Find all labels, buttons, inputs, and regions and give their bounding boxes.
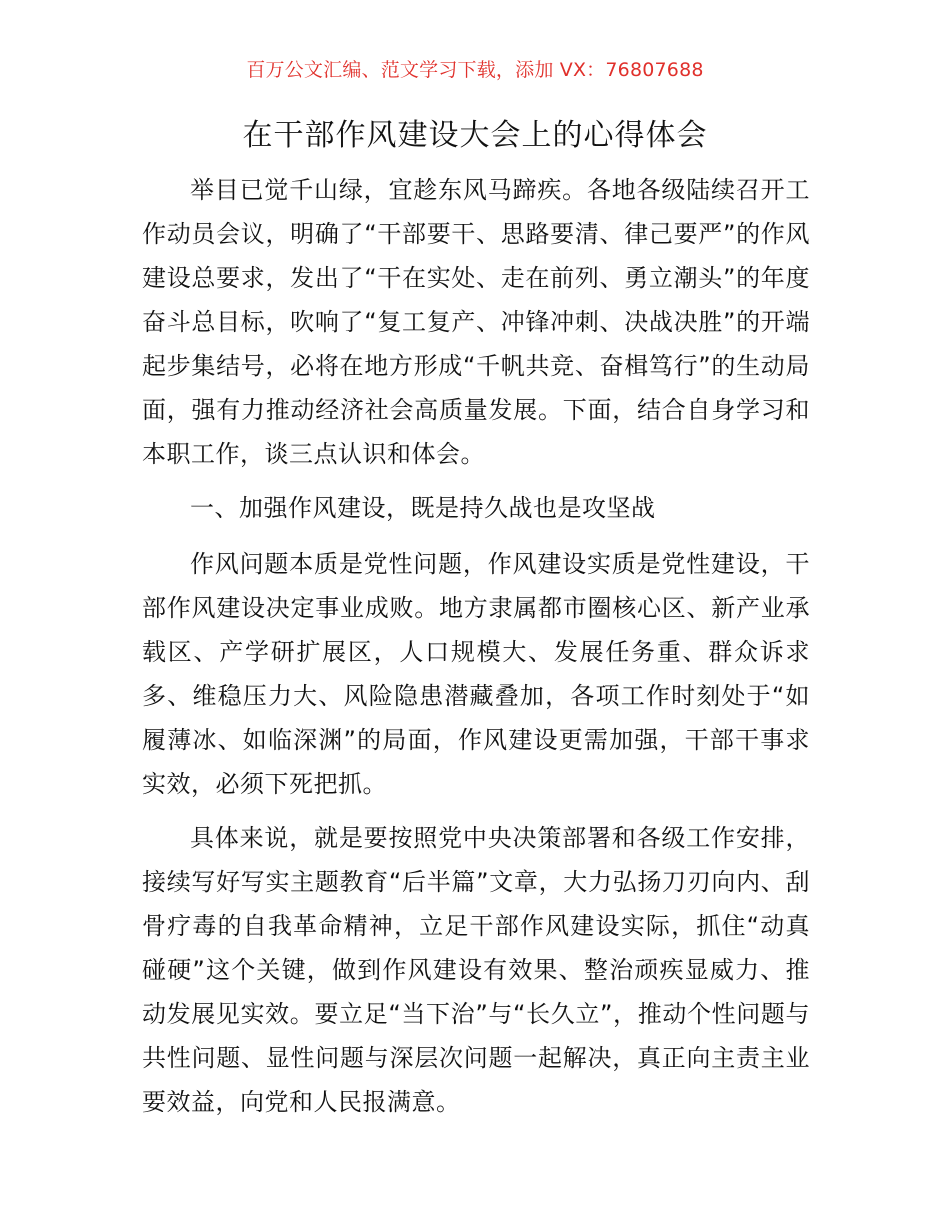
paragraph-section-1-b: 具体来说，就是要按照党中央决策部署和各级工作安排，接续写好写实主题教育“后半篇”文章，大力弘扬刀刃向内、刮骨疗毒的自我革命精神，立足干部作风建设实际，抓住“动真碰硬”这个关键，做到作风建设有效果、整治顽疾显威力、推动发展见实效。要立足“当下治”与“长久立”，推动个性问题与共性问题、显性问题与深层次问题一起解决，真正向主责主业要效益，向党和人民报满意。 [142,824,810,1116]
document-title: 在干部作风建设大会上的心得体会 [242,118,708,153]
section-heading-1: 一、加强作风建设，既是持久战也是攻坚战 [190,494,656,522]
paragraph-intro: 举目已觉千山绿，宜趁东风马蹄疾。各地各级陆续召开工作动员会议，明确了“干部要干、思路要清、律己要严”的作风建设总要求，发出了“干在实处、走在前列、勇立潮头”的年度奋斗总目标，吹响了“复工复产、冲锋冲刺、决战决胜”的开端起步集结号，必将在地方形成“千帆共竞、奋楫笃行”的生动局面，强有力推动经济社会高质量发展。下面，结合自身学习和本职工作，谈三点认识和体会。 [142,176,810,468]
watermark-header: 百万公文汇编、范文学习下载，添加 VX：76807688 [246,59,704,81]
paragraph-section-1-a: 作风问题本质是党性问题，作风建设实质是党性建设，干部作风建设决定事业成败。地方隶属都市圈核心区、新产业承载区、产学研扩展区，人口规模大、发展任务重、群众诉求多、维稳压力大、风险隐患潜藏叠加，各项工作时刻处于“如履薄冰、如临深渊”的局面，作风建设更需加强，干部干事求实效，必须下死把抓。 [142,550,810,798]
document-body [142,168,810,1134]
